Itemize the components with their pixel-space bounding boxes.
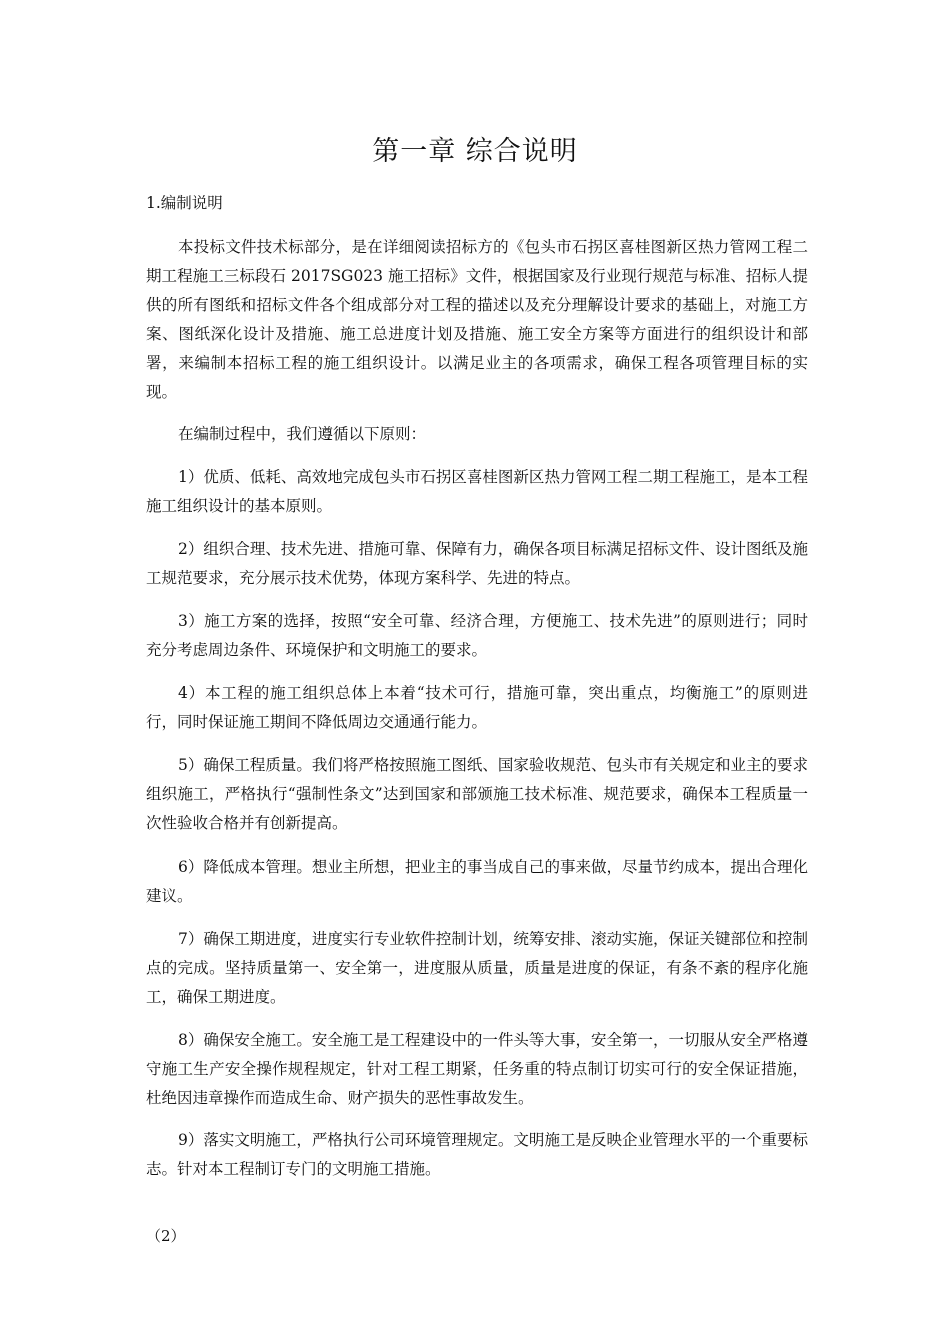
- principle-item-8: 8）确保安全施工。安全施工是工程建设中的一件头等大事，安全第一，一切服从安全严格遵守施工生产安全操作规程规定，针对工程工期紧，任务重的特点制订切实可行的安全保证措施，杜绝因违章操作而造成生命、财产损失的恶性事故发生。: [146, 1031, 808, 1107]
- principle-item-4: 4）本工程的施工组织总体上本着“技术可行，措施可靠，突出重点，均衡施工”的原则进行，同时保证施工期间不降低周边交通通行能力。: [146, 684, 808, 731]
- principle-item-6: 6）降低成本管理。想业主所想，把业主的事当成自己的事来做，尽量节约成本，提出合理化建议。: [146, 858, 808, 905]
- principle-item-1: 1）优质、低耗、高效地完成包头市石拐区喜桂图新区热力管网工程二期工程施工，是本工程施工组织设计的基本原则。: [146, 468, 808, 515]
- section-heading: 1.编制说明: [146, 194, 223, 212]
- page-number: （2）: [146, 1227, 186, 1245]
- principle-item-5: 5）确保工程质量。我们将严格按照施工图纸、国家验收规范、包头市有关规定和业主的要求组织施工，严格执行“强制性条文”达到国家和部颁施工技术标准、规范要求，确保本工程质量一次性验收合格并有创新提高。: [146, 756, 808, 832]
- principle-item-2: 2）组织合理、技术先进、措施可靠、保障有力，确保各项目标满足招标文件、设计图纸及施工规范要求，充分展示技术优势，体现方案科学、先进的特点。: [146, 540, 808, 587]
- intro-paragraph: 本投标文件技术标部分，是在详细阅读招标方的《包头市石拐区喜桂图新区热力管网工程二期工程施工三标段石 2017SG023 施工招标》文件，根据国家及行业现行规范与标准、招标人提供的所有图纸和招标文件各个组成部分对工程的描述以及充分理解设计要求的基础上，对施工方案、图纸深化设计及措施、施工总进度计划及措施、施工安全方案等方面进行的组织设计和部署，来编制本招标工程的施工组织设计。以满足业主的各项需求，确保工程各项管理目标的实现。: [146, 238, 808, 401]
- chapter-title: 第一章 综合说明: [372, 136, 578, 167]
- principles-intro: 在编制过程中，我们遵循以下原则：: [178, 425, 427, 443]
- principle-item-3: 3）施工方案的选择，按照“安全可靠、经济合理，方便施工、技术先进”的原则进行；同时充分考虑周边条件、环境保护和文明施工的要求。: [146, 612, 808, 659]
- principle-item-9: 9）落实文明施工，严格执行公司环境管理规定。文明施工是反映企业管理水平的一个重要标志。针对本工程制订专门的文明施工措施。: [146, 1131, 808, 1178]
- principle-item-7: 7）确保工期进度，进度实行专业软件控制计划，统筹安排、滚动实施，保证关键部位和控制点的完成。坚持质量第一、安全第一，进度服从质量，质量是进度的保证，有条不紊的程序化施工，确保工期进度。: [146, 930, 808, 1006]
